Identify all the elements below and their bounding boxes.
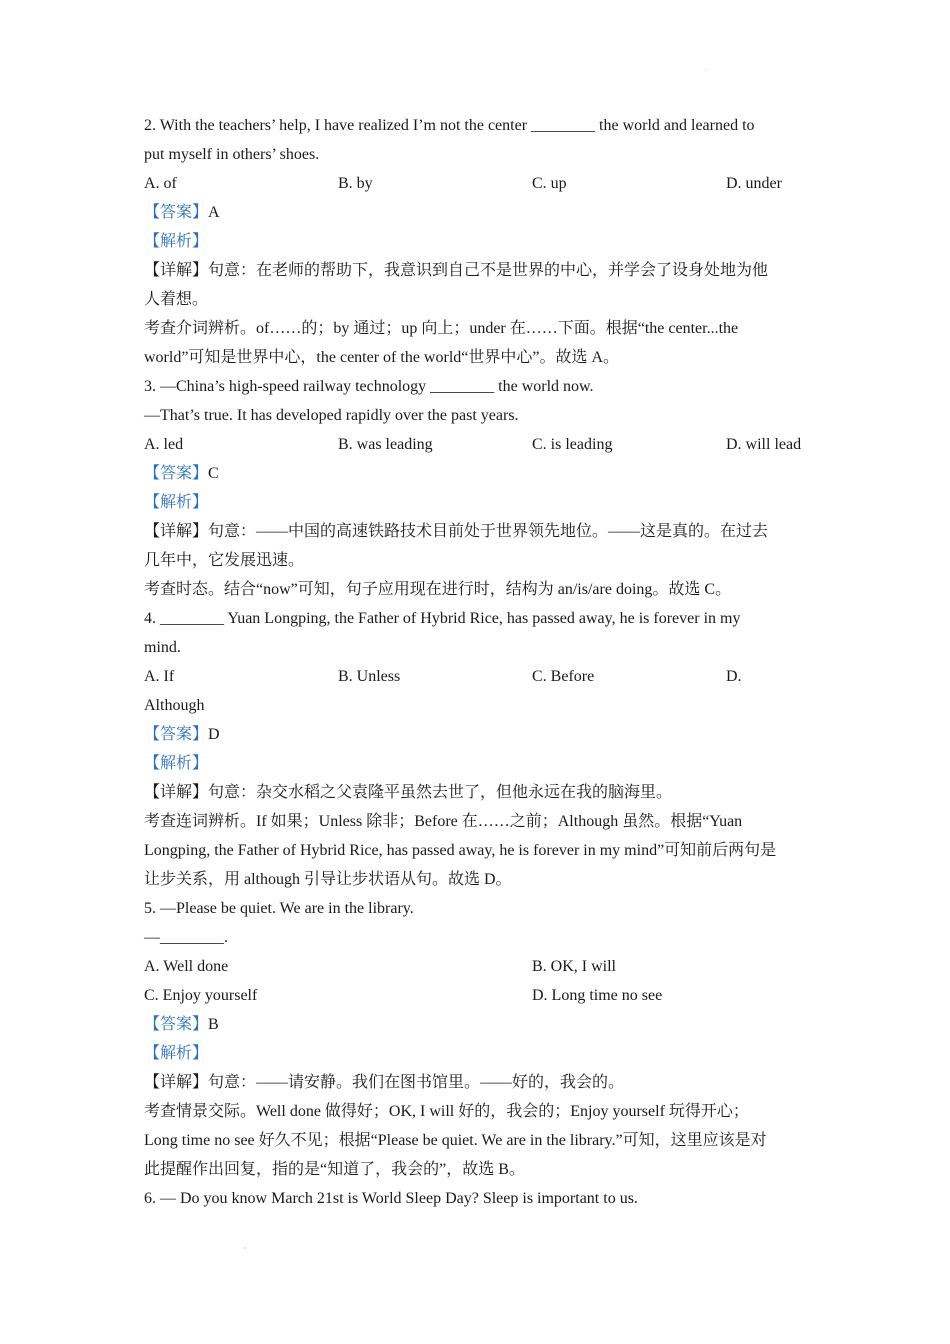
- page-mark-bottom: ·: [244, 1244, 247, 1253]
- detail-line: [144, 517, 810, 546]
- detail-text: 句意：在老师的帮助下，我意识到自己不是世界的中心，并学会了设身处地为他: [208, 262, 769, 279]
- option-b: B. Unless: [338, 668, 401, 685]
- detail-tag: 【详解】: [144, 1074, 209, 1091]
- option-b: B. OK, I will: [532, 958, 616, 975]
- question-stem: 6. — Do you know March 21st is World Sleep Day? Sleep is important to us.: [144, 1190, 638, 1207]
- options-row: [144, 430, 810, 459]
- detail-text: 让步关系，用 although 引导让步状语从句。故选 D。: [144, 871, 512, 888]
- answer-value: A: [208, 204, 220, 221]
- detail-text: 句意：——中国的高速铁路技术目前处于世界领先地位。——这是真的。在过去: [208, 523, 769, 540]
- answer-value: D: [208, 726, 220, 743]
- question-6: [144, 1184, 810, 1213]
- detail-text: 人着想。: [144, 291, 209, 308]
- detail-text: world”可知是世界中心，the center of the world“世界中心”。故选 A。: [144, 349, 620, 366]
- option-c: C. Enjoy yourself: [144, 987, 258, 1004]
- question-stem: 5. —Please be quiet. We are in the library.: [144, 900, 414, 917]
- question-stem: put myself in others’ shoes.: [144, 146, 320, 163]
- question-stem: —________.: [144, 929, 228, 946]
- question-stem: 2. With the teachers’ help, I have realized I’m not the center ________ the world and learned to: [144, 117, 755, 134]
- answer-line: [144, 459, 810, 488]
- option-c: C. Before: [532, 668, 595, 685]
- analysis-tag: 【解析】: [144, 755, 209, 772]
- question-4: [144, 604, 810, 894]
- options-row: [144, 952, 810, 981]
- question-stem: mind.: [144, 639, 181, 656]
- option-b: B. by: [338, 175, 373, 192]
- document-body: [144, 111, 810, 1213]
- option-a: A. of: [144, 175, 177, 192]
- analysis-line: [144, 1039, 810, 1068]
- option-c: C. is leading: [532, 436, 613, 453]
- analysis-line: [144, 488, 810, 517]
- detail-text: Longping, the Father of Hybrid Rice, has passed away, he is forever in my mind”可知前后两句是: [144, 842, 777, 859]
- question-stem: 3. —China’s high-speed railway technology ________ the world now.: [144, 378, 594, 395]
- answer-tag: 【答案】: [144, 726, 209, 743]
- analysis-tag: 【解析】: [144, 494, 209, 511]
- option-d-wrap: Although: [144, 697, 205, 714]
- option-c: C. up: [532, 175, 567, 192]
- detail-text: 考查情景交际。Well done 做得好；OK, I will 好的，我会的；Enjoy yourself 玩得开心；: [144, 1103, 749, 1120]
- options-row: [144, 169, 810, 198]
- detail-text: 几年中，它发展迅速。: [144, 552, 305, 569]
- detail-text: 句意：杂交水稻之父袁隆平虽然去世了，但他永远在我的脑海里。: [208, 784, 673, 801]
- option-d: D. will lead: [726, 436, 802, 453]
- answer-line: [144, 1010, 810, 1039]
- answer-line: [144, 720, 810, 749]
- detail-text: 句意：——请安静。我们在图书馆里。——好的，我会的。: [208, 1074, 625, 1091]
- detail-text: 考查介词辨析。of……的；by 通过；up 向上；under 在……下面。根据“the center...the: [144, 320, 739, 337]
- detail-text: 考查时态。结合“now”可知，句子应用现在进行时，结构为 an/is/are doing。故选 C。: [144, 581, 732, 598]
- answer-line: [144, 198, 810, 227]
- options-row: [144, 981, 810, 1010]
- detail-line: [144, 778, 810, 807]
- detail-text: Long time no see 好久不见；根据“Please be quiet. We are in the library.”可知，这里应该是对: [144, 1132, 767, 1149]
- detail-tag: 【详解】: [144, 523, 209, 540]
- question-2: [144, 111, 810, 372]
- question-3: [144, 372, 810, 604]
- detail-line: [144, 1068, 810, 1097]
- answer-value: B: [208, 1016, 219, 1033]
- analysis-tag: 【解析】: [144, 233, 209, 250]
- page-mark-top: ·: [704, 66, 707, 75]
- detail-text: 此提醒作出回复，指的是“知道了，我会的”，故选 B。: [144, 1161, 525, 1178]
- option-a: A. If: [144, 668, 175, 685]
- answer-tag: 【答案】: [144, 204, 209, 221]
- option-d: D. under: [726, 175, 782, 192]
- options-row: [144, 662, 810, 691]
- answer-tag: 【答案】: [144, 465, 209, 482]
- option-a: A. led: [144, 436, 184, 453]
- option-b: B. was leading: [338, 436, 433, 453]
- analysis-line: [144, 227, 810, 256]
- detail-tag: 【详解】: [144, 262, 209, 279]
- detail-text: 考查连词辨析。If 如果；Unless 除非；Before 在……之前；Although 虽然。根据“Yuan: [144, 813, 743, 830]
- question-stem: 4. ________ Yuan Longping, the Father of Hybrid Rice, has passed away, he is forever in my: [144, 610, 741, 627]
- analysis-line: [144, 749, 810, 778]
- detail-line: [144, 256, 810, 285]
- detail-tag: 【详解】: [144, 784, 209, 801]
- question-5: [144, 894, 810, 1184]
- answer-tag: 【答案】: [144, 1016, 209, 1033]
- option-a: A. Well done: [144, 958, 229, 975]
- answer-value: C: [208, 465, 219, 482]
- option-d: D. Long time no see: [532, 987, 663, 1004]
- question-stem: —That’s true. It has developed rapidly over the past years.: [144, 407, 519, 424]
- analysis-tag: 【解析】: [144, 1045, 209, 1062]
- option-d: D.: [726, 668, 742, 685]
